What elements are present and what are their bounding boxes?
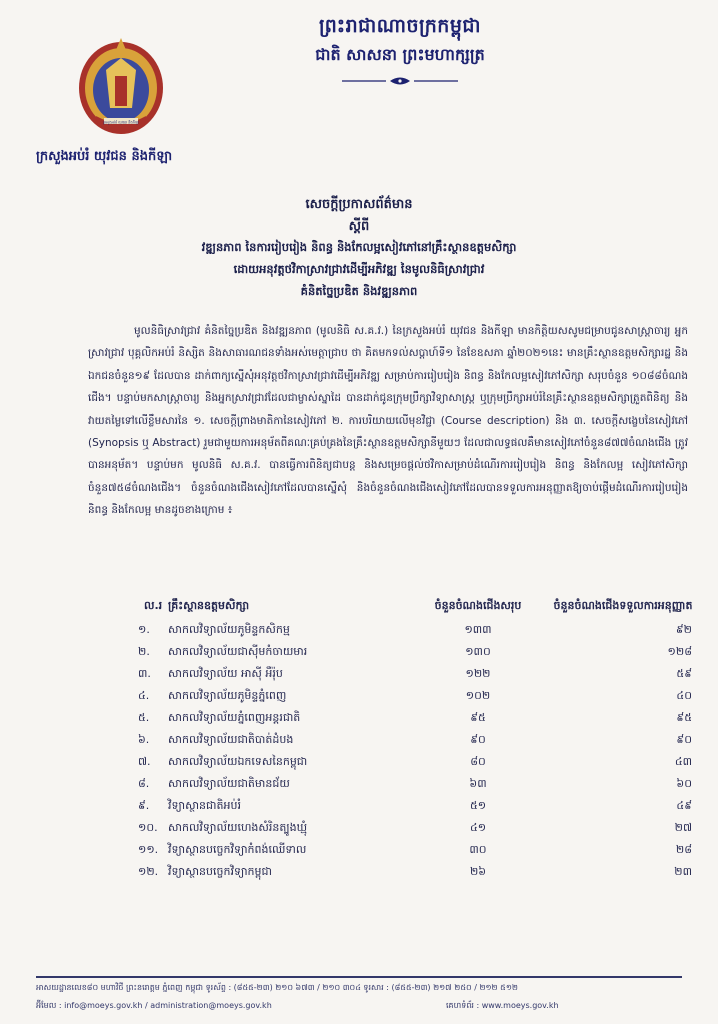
- row-no: ៤.: [138, 689, 150, 702]
- table-row: [108, 840, 698, 862]
- header-total-titles: ចំនួនចំណងជើងសរុប: [434, 599, 522, 612]
- row-approved: ៩០: [676, 733, 692, 746]
- row-approved: ៤០: [676, 689, 692, 702]
- row-total: ៥១: [469, 799, 487, 812]
- row-no: ៩.: [138, 799, 150, 812]
- row-institution: វិទ្យាស្ថានជាតិអប់រំ: [168, 799, 241, 812]
- footer-address: អាសយដ្ឋានលេខ៨០ មហាវិថី ព្រះនរោត្តម ភ្នំពេញ កម្ពុជា ទូរស័ព្ទ : (៨៥៥-២៣) ២១០ ៦៧៣ / ២១០ ៣០៤ ទូរសារ : (៨៥៥-២៣) ២១៧ ២៥០ / ២១២ ៥១២: [36, 983, 518, 992]
- table-row: [108, 752, 698, 774]
- row-institution: សាកលវិទ្យាល័យភ្នំពេញអន្តរជាតិ: [168, 711, 301, 724]
- institution-table: [108, 596, 698, 884]
- table-row: [108, 774, 698, 796]
- row-approved: ៤៣: [674, 755, 692, 768]
- ministry-name: ក្រសួងអប់រំ យុវជន និងកីឡា: [36, 149, 173, 164]
- national-motto: ជាតិ សាសនា ព្រះមហាក្សត្រ: [315, 45, 485, 64]
- table-header-row: [108, 596, 698, 620]
- title-subject-line-3: គំនិតច្នៃប្រឌិត និងវឌ្ឍនភាព: [300, 284, 418, 298]
- row-no: ៨.: [138, 777, 150, 790]
- row-total: ១២២: [465, 667, 491, 680]
- row-no: ៧.: [138, 755, 151, 768]
- header-institution: គ្រឹះស្ថានឧត្តមសិក្សា: [168, 599, 250, 612]
- row-total: ៤១: [469, 821, 487, 834]
- row-approved: ៥៩: [676, 667, 692, 680]
- row-total: ៣០: [469, 843, 487, 856]
- row-institution: សាកលវិទ្យាល័យភូមិន្ទកសិកម្ម: [168, 623, 290, 636]
- row-institution: សាកលវិទ្យាល័យឯកទេសនៃកម្ពុជា: [168, 755, 308, 768]
- row-total: ១៣០: [465, 645, 491, 658]
- row-institution: វិទ្យាស្ថានបច្ចេកវិទ្យាកម្ពុជា: [168, 865, 272, 878]
- row-no: ២.: [138, 645, 150, 658]
- ministry-emblem-icon: [66, 30, 176, 142]
- row-no: ៥.: [138, 711, 150, 724]
- row-total: ២៦: [469, 865, 487, 878]
- paragraph-text: មូលនិធិស្រាវជ្រាវ គំនិតច្នៃប្រឌិត និងវឌ្ឍនភាព (មូលនិធិ ស.គ.វ.) នៃក្រសួងអប់រំ យុវជន និងកីឡា មានកិត្តិយសសូមជម្រាបជូនសាស្ត្រាចារ្យ អ្នកស្រាវជ្រាវ បុគ្គលិកអប់រំ និស្សិត និងសាធារណជនទាំងអស់មេត្តាជ្រាប ថា គិតមកទល់សប្តាហ៍ទី១ នៃខែឧសភា ឆ្នាំ២០២១នេះ មានគ្រឹះស្ថានឧត្តមសិក្សារដ្ឋ និងឯកជនចំនួន១៩ ដែលបាន ដាក់ពាក្យស្នើសុំអនុវត្តថវិកាស្រាវជ្រាវដើម្បីអភិវឌ្ឍ សម្រាប់ការរៀបរៀង និពន្ធ និងកែលម្អសៀវភៅសិក្សា សរុបចំនួន ១០៨៨ចំណងជើង។ បន្ទាប់មកសាស្ត្រាចារ្យ និងអ្នកស្រាវជ្រាវដែលជាម្ចាស់ស្នាដៃ បានដាក់ជូនក្រុមប្រឹក្សាវិទ្យាសាស្ត្រ ឬក្រុមប្រឹក្សាអប់រំនៃគ្រឹះស្ថានឧត្តមសិក្សាត្រួតពិនិត្យ និងវាយតម្លៃទៅលើខ្លឹមសារនៃ ១. សេចក្តីព្រាងមាតិកានៃសៀវភៅ ២. ការបរិយាយលើមុខវិជ្ជា (Course description) និង ៣. សេចក្តីសង្ខេបនៃសៀវភៅ (Synopsis ឬ Abstract) រួមជាមួយការអនុម័តពីគណៈគ្រប់គ្រងនៃគ្រឹះស្ថានឧត្តមសិក្សានីមួយៗ ដែលជាលទ្ធផលគឺមានសៀវភៅចំនួន៨៧៧ចំណងជើង ត្រូវបានអនុម័ត។ បន្ទាប់មក មូលនិធិ ស.គ.វ. បានធ្វើការពិនិត្យជាបន្ត និងសម្រេចផ្តល់ថវិកាសម្រាប់ដំណើរការរៀបរៀង និពន្ធ និងកែលម្អ សៀវភៅសិក្សាចំនួន៧៥៨ចំណងជើង។ ចំនួនចំណងជើងសៀវភៅដែលបានស្នើសុំ និងចំនួនចំណងជើងសៀវភៅដែលបានទទួលការអនុញ្ញាតឱ្យចាប់ផ្តើមដំណើរការរៀបរៀង និពន្ធ និងកែលម្អ មានដូចខាងក្រោម ៖: [88, 325, 688, 517]
- row-no: ១១.: [138, 843, 159, 856]
- row-approved: ៩៥: [676, 711, 692, 724]
- title-subject-line-2: ដោយអនុវត្តថវិកាស្រាវជ្រាវដើម្បីអភិវឌ្ឍ នៃមូលនិធិស្រាវជ្រាវ: [233, 262, 485, 276]
- row-total: ១០២: [465, 689, 491, 702]
- row-institution: សាកលវិទ្យាល័យជាស៊ីមកំចាយមារ: [168, 645, 308, 658]
- row-no: ១២.: [138, 865, 159, 878]
- row-institution: សាកលវិទ្យាល័យជាតិបាត់ដំបង: [168, 733, 294, 746]
- table-row: [108, 818, 698, 840]
- kingdom-title: ព្រះរាជាណាចក្រកម្ពុជា: [319, 15, 481, 37]
- row-approved: ៤៩: [676, 799, 692, 812]
- row-total: ៩៥: [470, 711, 486, 724]
- emblem-caption: ក្រសួងអប់រំ យុវជន និងកីឡា: [102, 120, 140, 125]
- row-institution: សាកលវិទ្យាល័យជាតិមានជ័យ: [168, 777, 290, 790]
- row-institution: វិទ្យាស្ថានបច្ចេកវិទ្យាកំពង់ឈើទាល: [168, 843, 307, 856]
- table-row: [108, 620, 698, 642]
- table-row: [108, 642, 698, 664]
- footer-contact: [36, 1000, 682, 1012]
- row-institution: សាកលវិទ្យាល័យ អាស៊ី អឺរ៉ុប: [168, 667, 283, 680]
- row-approved: ១២៨: [667, 645, 692, 658]
- footer-divider: [36, 976, 682, 978]
- announcement-paragraph: [88, 320, 688, 522]
- row-total: ៩០: [470, 733, 486, 746]
- footer-email: អ៊ីមែល : info@moeys.gov.kh / administration@moeys.gov.kh: [36, 1001, 272, 1010]
- row-approved: ៦០: [676, 777, 692, 790]
- row-institution: សាកលវិទ្យាល័យហេងសំរិនត្បូងឃ្មុំ: [168, 821, 308, 834]
- table-row: [108, 862, 698, 884]
- row-total: ៨០: [470, 755, 486, 768]
- row-approved: ២៧: [674, 821, 692, 834]
- footer-website: គេហទំព័រ : www.moeys.gov.kh: [446, 1001, 559, 1010]
- row-approved: ៩២: [675, 623, 692, 636]
- row-institution: សាកលវិទ្យាល័យភូមិន្ទភ្នំពេញ: [168, 689, 287, 702]
- row-no: ៦.: [138, 733, 150, 746]
- header-approved-titles: ចំនួនចំណងជើងទទួលការអនុញ្ញាត: [553, 599, 693, 612]
- row-total: ៦៣: [469, 777, 487, 790]
- table-row: [108, 796, 698, 818]
- row-approved: ២៣: [674, 865, 692, 878]
- row-no: ១.: [138, 623, 150, 636]
- row-total: ១៣៣: [464, 623, 492, 636]
- row-no: ១០.: [138, 821, 158, 834]
- table-row: [108, 686, 698, 708]
- table-row: [108, 730, 698, 752]
- title-subject-label: ស្តីពី: [348, 219, 370, 234]
- document-title: សេចក្តីប្រកាសព័ត៌មាន: [305, 197, 413, 212]
- ornament-divider: [340, 76, 460, 86]
- title-subject-line-1: វឌ្ឍនភាព នៃការរៀបរៀង និពន្ធ និងកែលម្អសៀវភៅនៅគ្រឹះស្ថានឧត្តមសិក្សា: [201, 240, 517, 254]
- row-approved: ២៨: [675, 843, 692, 856]
- header-no: ល.រ: [144, 599, 163, 612]
- table-row: [108, 708, 698, 730]
- table-row: [108, 664, 698, 686]
- row-no: ៣.: [138, 667, 151, 680]
